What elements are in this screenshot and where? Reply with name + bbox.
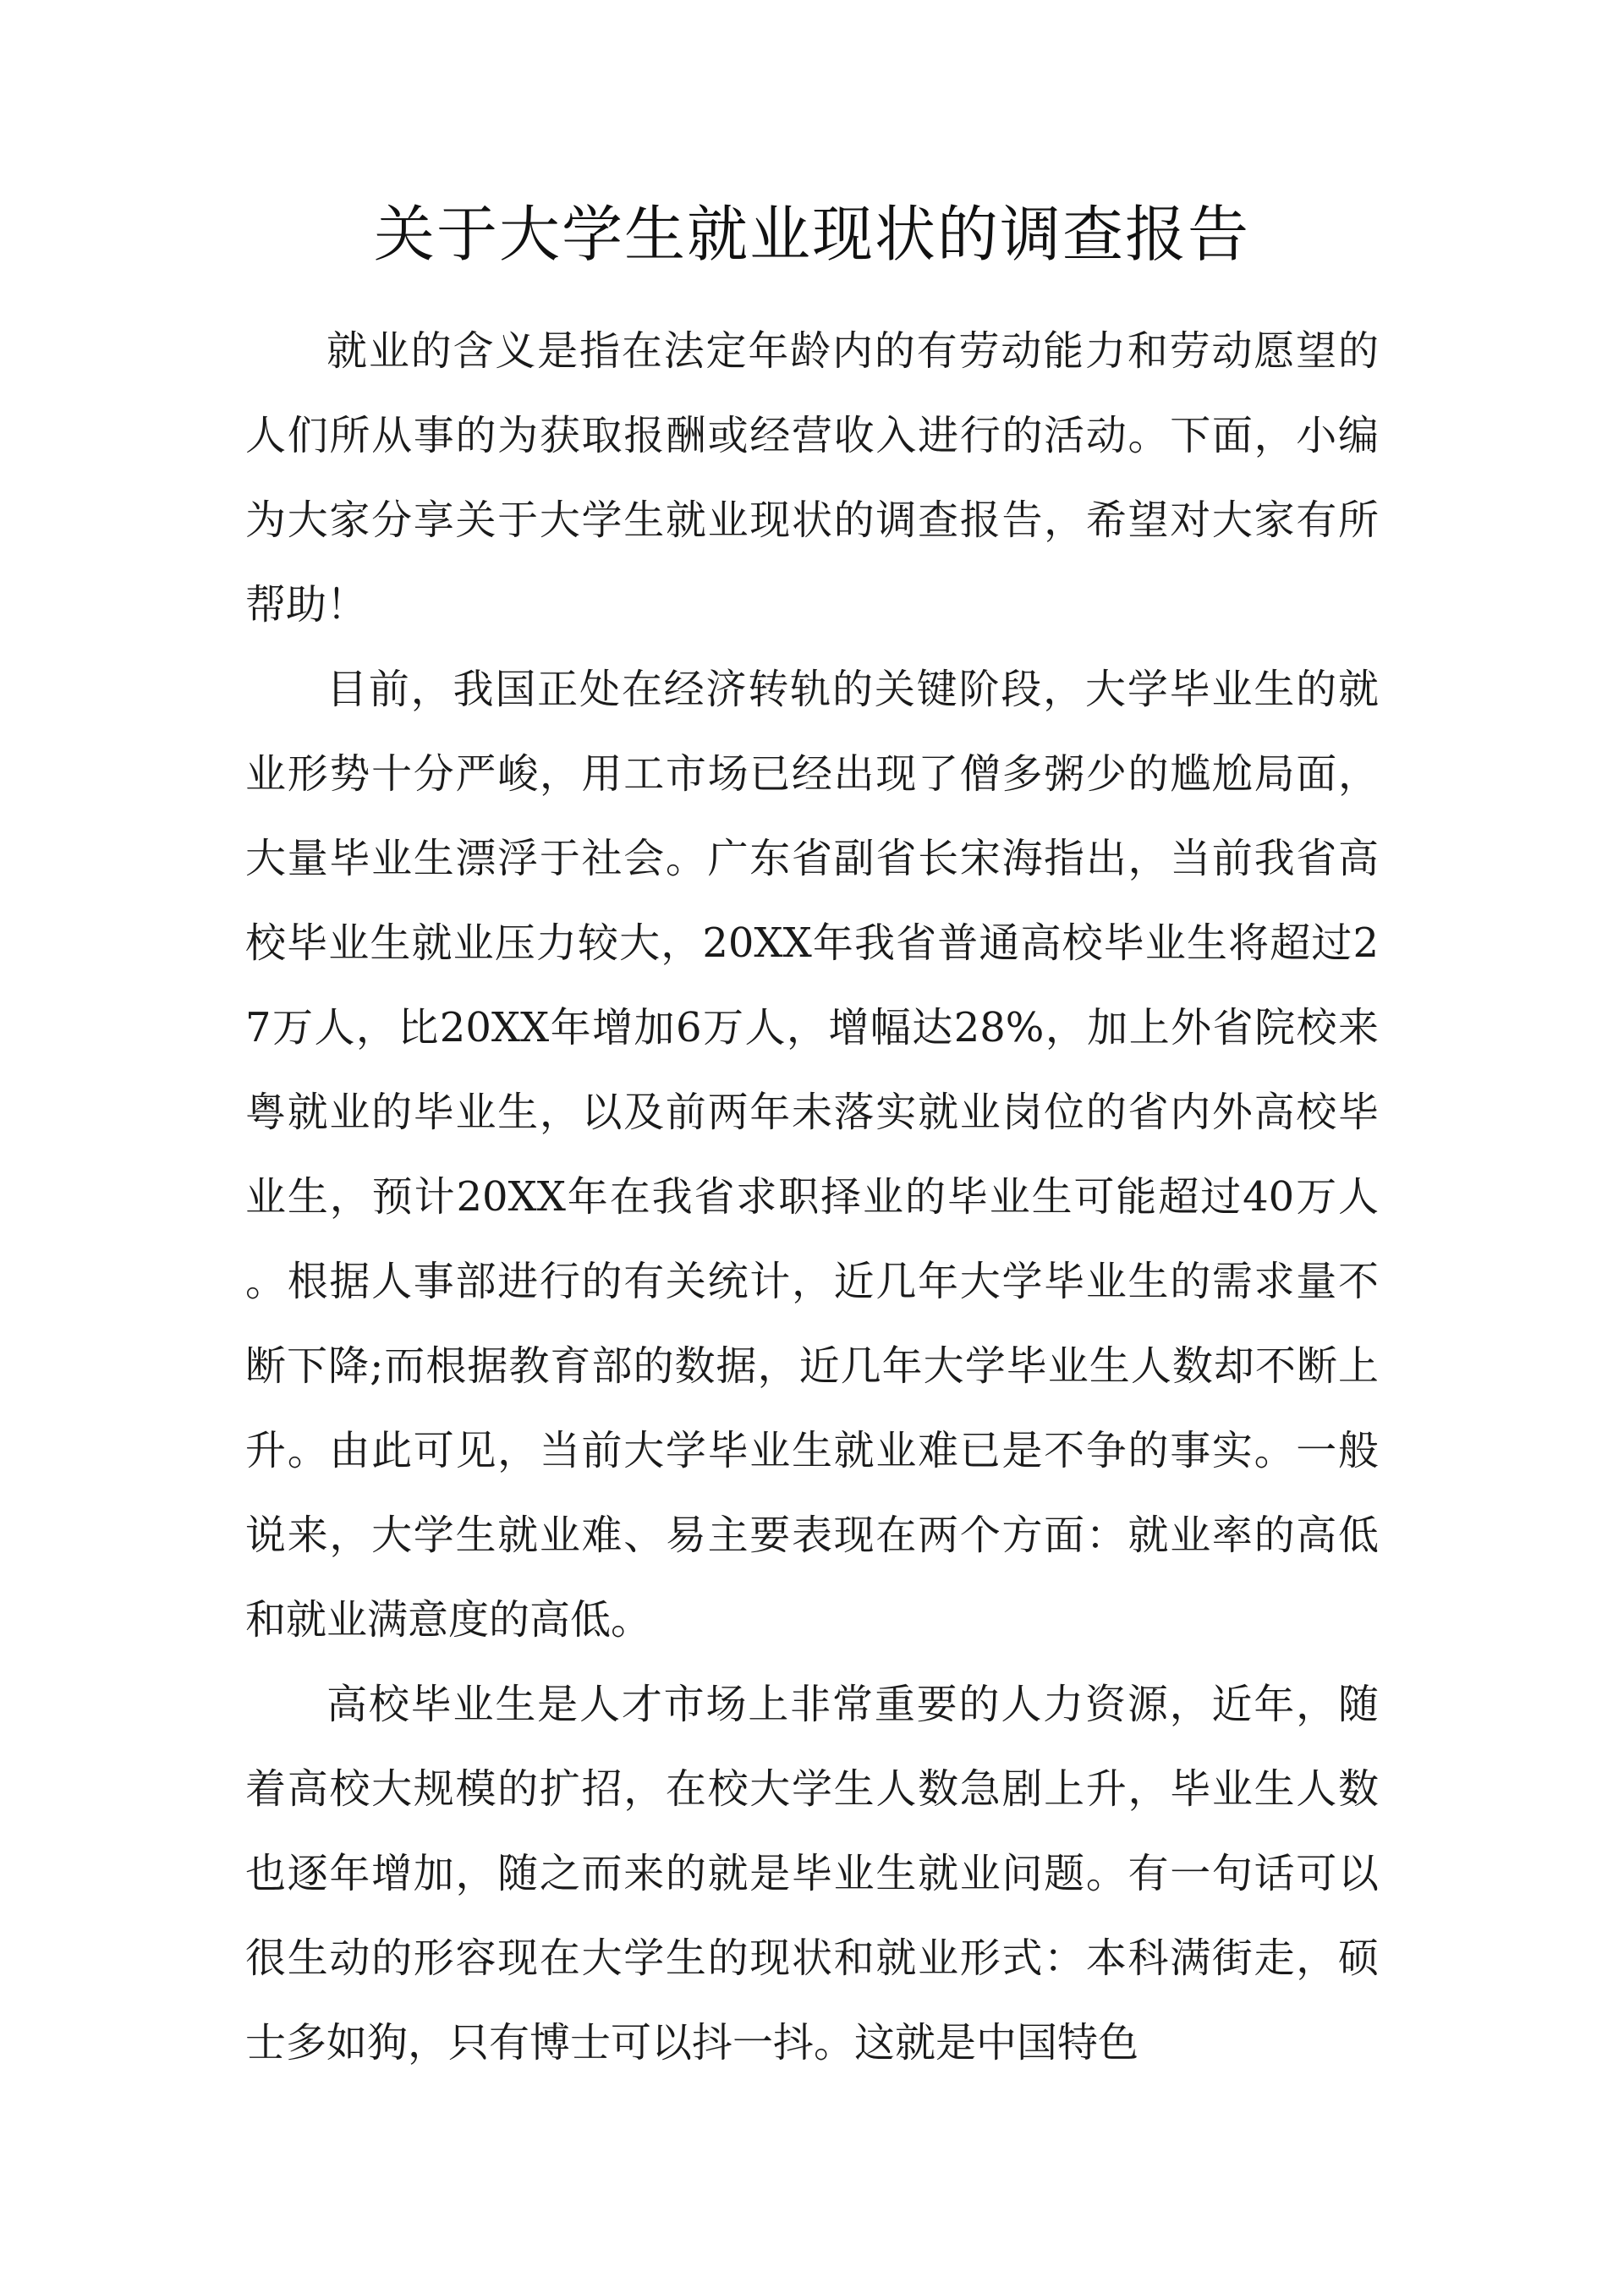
paragraph-graduate-resources: 高校毕业生是人才市场上非常重要的人力资源，近年，随着高校大规模的扩招，在校大学生人数急剧上升，毕业生人数也逐年增加，随之而来的就是毕业生就业问题。有一句话可以很生动的形容现在大学生的现状和就业形式：本科满街走，硕士多如狗，只有博士可以抖一抖。这就是中国特色 — [245, 1681, 1379, 2066]
paragraph-employment-situation: 目前，我国正处在经济转轨的关键阶段，大学毕业生的就业形势十分严峻，用工市场已经出现了僧多粥少的尴尬局面，大量毕业生漂浮于社会。广东省副省长宋海指出，当前我省高校毕业生就业压力较大，20XX年我省普通高校毕业生将超过27万人，比20XX年增加6万人，增幅达28%，加上外省院校来粤就业的毕业生，以及前两年未落实就业岗位的省内外高校毕业生，预计20XX年在我省求职择业的毕业生可能超过40万人。根据人事部进行的有关统计，近几年大学毕业生的需求量不断下降;而根据教育部的数据，近几年大学毕业生人数却不断上升。由此可见，当前大学毕业生就业难已是不争的事实。一般说来，大学生就业难、易主要表现在两个方面：就业率的高低和就业满意度的高低。 — [245, 666, 1379, 1644]
paragraph-intro: 就业的含义是指在法定年龄内的有劳动能力和劳动愿望的人们所从事的为获取报酬或经营收入进行的活动。下面，小编为大家分享关于大学生就业现状的调查报告，希望对大家有所帮助！ — [245, 327, 1379, 628]
document-body — [245, 309, 1379, 2085]
document-title: 关于大学生就业现状的调查报告 — [373, 199, 1250, 270]
